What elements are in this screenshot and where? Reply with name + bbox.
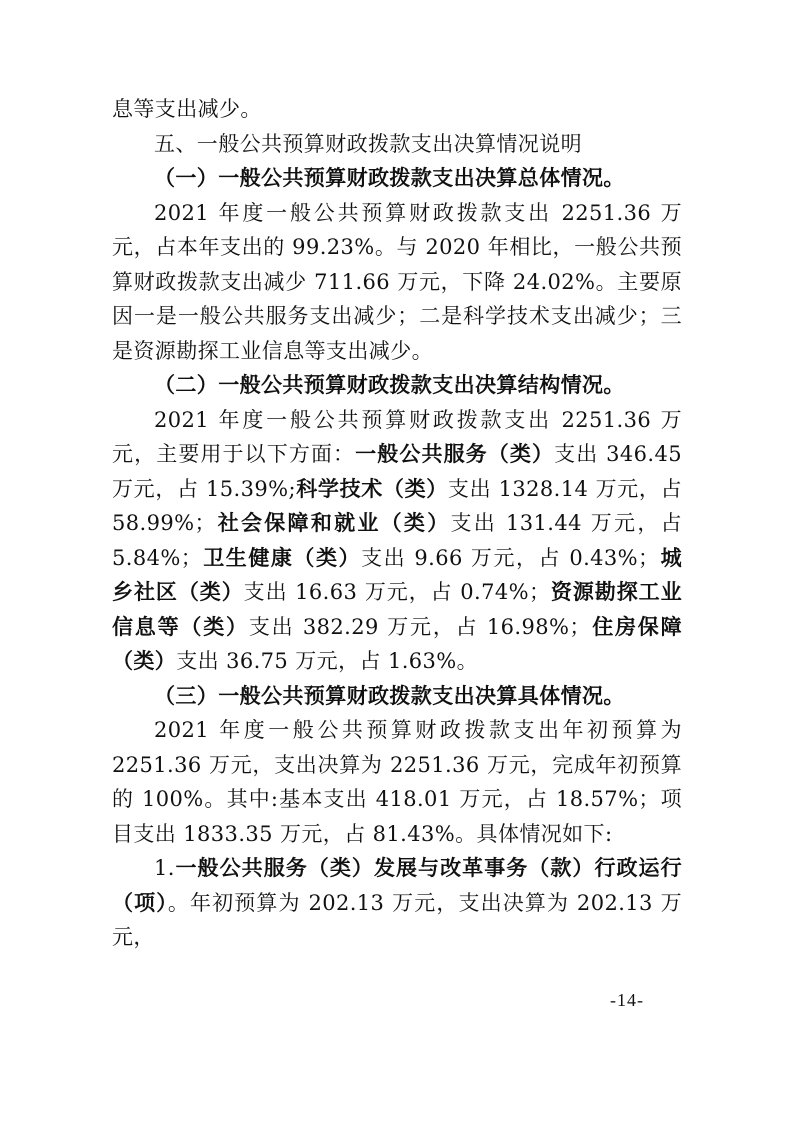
text-segment: 支出 36.75 万元，占 1.63%。	[176, 649, 479, 673]
paragraph-continuation: 息等支出减少。	[112, 97, 262, 121]
text-segment: 支出 346.45 万元，占 15.39%;	[112, 442, 682, 501]
bold-category-social-security: 社会保障和就业（类）	[215, 510, 451, 535]
text-segment: 2021 年度一般公共预算财政拨款支出 2251.36 万元，主要用于以下方面：	[112, 407, 682, 466]
item-text: 。年初预算为 202.13 万元，支出决算为 202.13 万元，	[112, 890, 683, 949]
subheading-overall: （一）一般公共预算财政拨款支出决算总体情况。	[154, 165, 625, 190]
text-segment: 支出 1328.14 万元，占 58.99%；	[112, 476, 682, 535]
bold-category-science-technology: 科学技术（类）	[295, 475, 448, 501]
bold-category-resource-industry: 资源勘探工业信息等（类）	[112, 579, 682, 639]
paragraph-structure	[112, 403, 682, 679]
section-heading-five: 五、一般公共预算财政拨款支出决算情况说明	[154, 131, 582, 156]
paragraph-overall: 2021 年度一般公共预算财政拨款支出 2251.36 万元，占本年支出的 99.23%。与 2020 年相比，一般公共预算财政拨款支出减少 711.66 万元，下降 24.02%。主要原因一是一般公共服务支出减少；二是科学技术支出减少；三是资源勘探工业信息等支出减少。	[112, 200, 682, 363]
bold-category-health: 卫生健康（类）	[202, 544, 362, 570]
bold-category-housing: 住房保障（类）	[112, 613, 682, 673]
subheading-details: （三）一般公共预算财政拨款支出决算具体情况。	[154, 682, 625, 708]
paragraph-item-1	[112, 851, 682, 955]
text-segment: 支出 382.29 万元，占 16.98%；	[248, 614, 591, 639]
paragraph-details: 2021 年度一般公共预算财政拨款支出年初预算为 2251.36 万元，支出决算为 2251.36 万元，完成年初预算的 100%。其中:基本支出 418.01 万元，占 18.57%；项目支出 1833.35 万元，占 81.43%。具体情况如下:	[112, 718, 682, 846]
page-number: -14-	[610, 990, 644, 1010]
document-body	[112, 92, 682, 955]
text-segment: 支出 131.44 万元，占 5.84%；	[112, 511, 682, 570]
item-number: 1.	[154, 856, 175, 880]
text-segment: 支出 9.66 万元，占 0.43%；	[361, 545, 660, 570]
item-title: 一般公共服务（类）发展与改革事务（款）行政运行（项）	[112, 855, 682, 915]
subheading-structure: （二）一般公共预算财政拨款支出决算结构情况。	[154, 372, 625, 397]
text-segment: 支出 16.63 万元，占 0.74%；	[243, 580, 551, 604]
bold-category-general-public-services: 一般公共服务（类）	[355, 441, 555, 466]
bold-category-urban-rural: 城乡社区（类）	[112, 544, 682, 604]
